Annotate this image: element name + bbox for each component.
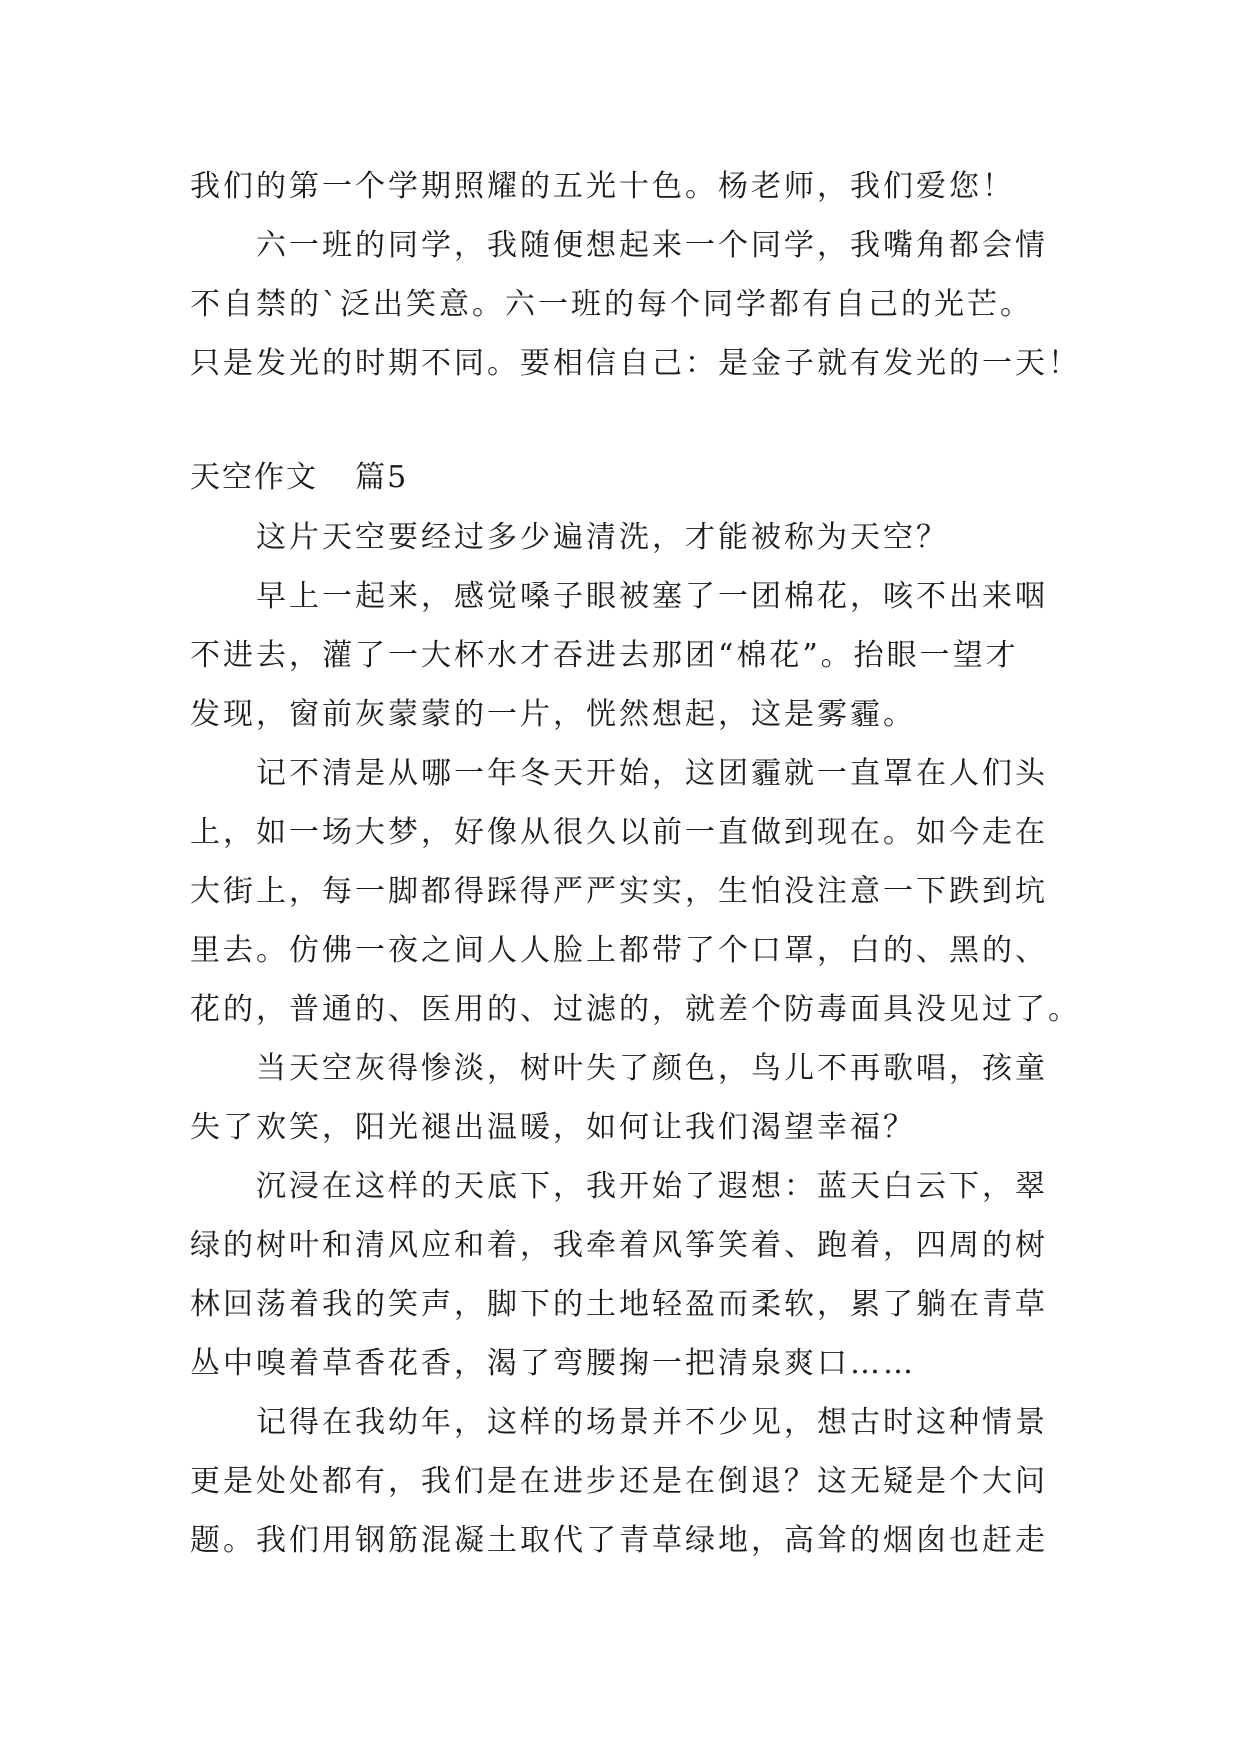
text-line: 六一班的同学，我随便想起来一个同学，我嘴角都会情 <box>256 228 1048 263</box>
article-body <box>190 508 1081 1570</box>
text-line: 早上一起来，感觉嗓子眼被塞了一团棉花，咳不出来咽 <box>256 579 1048 614</box>
text-line: 当天空灰得惨淡，树叶失了颜色，鸟儿不再歌唱，孩童 <box>256 1051 1048 1086</box>
text-line: 发现，窗前灰蒙蒙的一片，恍然想起，这是雾霾。 <box>190 697 916 732</box>
article-heading <box>190 448 408 507</box>
article-title: 天空作文 <box>190 460 318 495</box>
text-line: 上，如一场大梦，好像从很久以前一直做到现在。如今走在 <box>190 815 1048 850</box>
text-line: 丛中嗅着草香花香，渴了弯腰掬一把清泉爽口…… <box>190 1346 916 1381</box>
text-line: 林回荡着我的笑声，脚下的土地轻盈而柔软，累了躺在青草 <box>190 1287 1048 1322</box>
text-line: 记不清是从哪一年冬天开始，这团霾就一直罩在人们头 <box>256 756 1048 791</box>
text-line: 我们的第一个学期照耀的五光十色。杨老师，我们爱您！ <box>190 169 1015 204</box>
text-line: 题。我们用钢筋混凝土取代了青草绿地，高耸的烟囱也赶走 <box>190 1523 1048 1558</box>
text-line: 花的，普通的、医用的、过滤的，就差个防毒面具没见过了。 <box>190 992 1081 1027</box>
article-number: 篇5 <box>355 460 409 495</box>
text-line: 记得在我幼年，这样的场景并不少见，想古时这种情景 <box>256 1405 1048 1440</box>
text-line: 只是发光的时期不同。要相信自己：是金子就有发光的一天！ <box>190 346 1081 381</box>
text-line: 更是处处都有，我们是在进步还是在倒退？这无疑是个大问 <box>190 1464 1048 1499</box>
text-line: 这片天空要经过多少遍清洗，才能被称为天空？ <box>256 520 949 555</box>
text-line: 不自禁的`泛出笑意。六一班的每个同学都有自己的光芒。 <box>190 287 1033 322</box>
text-line: 绿的树叶和清风应和着，我牵着风筝笑着、跑着，四周的树 <box>190 1228 1048 1263</box>
text-line: 沉浸在这样的天底下，我开始了遐想：蓝天白云下，翠 <box>256 1169 1048 1204</box>
text-line: 失了欢笑，阳光褪出温暖，如何让我们渴望幸福？ <box>190 1110 916 1145</box>
text-line: 不进去，灌了一大杯水才吞进去那团“棉花”。抬眼一望才 <box>190 638 1019 673</box>
text-line: 里去。仿佛一夜之间人人脸上都带了个口罩，白的、黑的、 <box>190 933 1048 968</box>
previous-article-ending <box>190 157 1081 393</box>
text-line: 大街上，每一脚都得踩得严严实实，生怕没注意一下跌到坑 <box>190 874 1048 909</box>
